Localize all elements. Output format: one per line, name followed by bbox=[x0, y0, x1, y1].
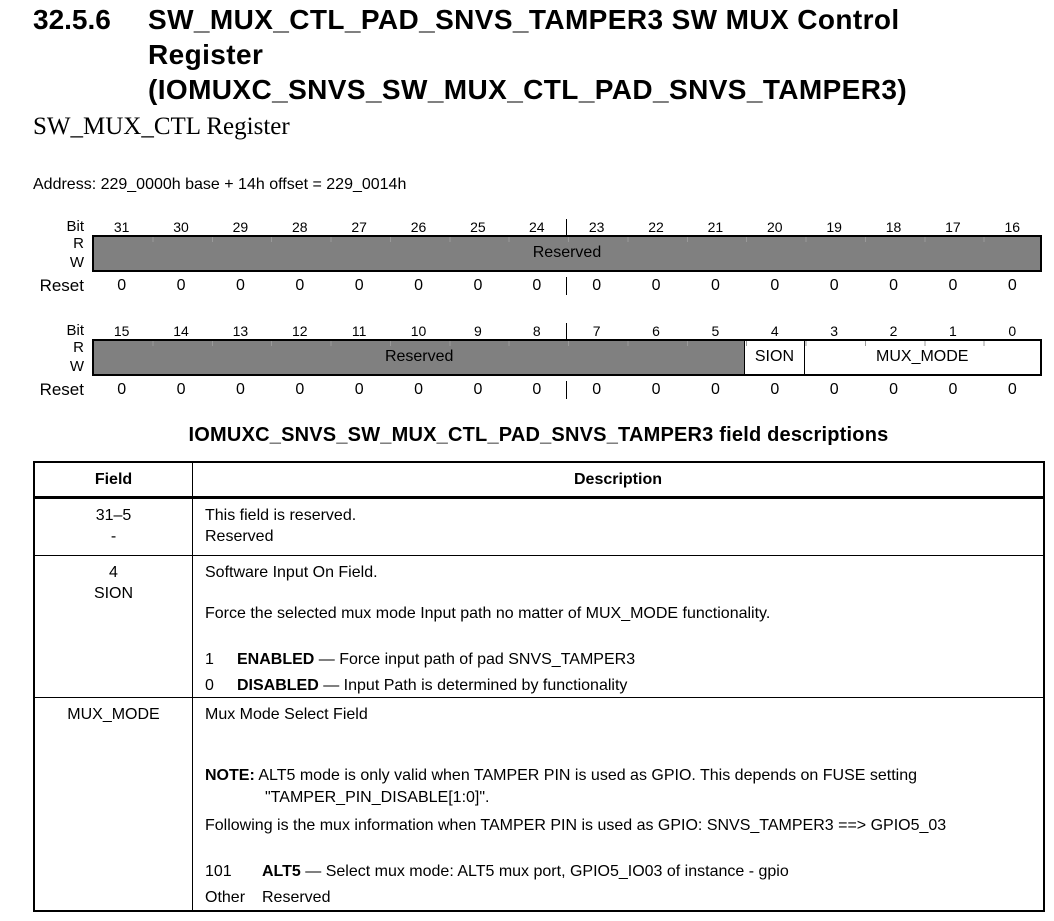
read-label: R bbox=[73, 235, 84, 253]
bit-number: 22 bbox=[648, 219, 664, 235]
read-write-label bbox=[33, 235, 92, 272]
field-line: 31–5 bbox=[95, 507, 132, 524]
reset-value: 0 bbox=[235, 381, 245, 398]
field-cell bbox=[35, 698, 193, 910]
bit-number: 30 bbox=[173, 219, 189, 235]
bit-number: 28 bbox=[292, 219, 308, 235]
bit-number: 9 bbox=[474, 323, 482, 339]
bit-number: 29 bbox=[232, 219, 249, 235]
bit-number: 19 bbox=[826, 219, 842, 235]
reset-row bbox=[33, 376, 1044, 404]
bit-number: 27 bbox=[351, 219, 367, 235]
reset-value: 0 bbox=[176, 277, 186, 294]
bit-number: 18 bbox=[885, 219, 902, 235]
reset-value: 0 bbox=[889, 381, 899, 398]
reset-value: 0 bbox=[414, 381, 424, 398]
description-line: Mux Mode Select Field bbox=[205, 706, 368, 723]
field-line: - bbox=[110, 528, 117, 545]
reset-value: 0 bbox=[651, 381, 661, 398]
bit-number: 13 bbox=[232, 323, 249, 339]
register-box-row bbox=[33, 235, 1044, 272]
field-table-header-row bbox=[35, 463, 1043, 499]
bit-number: 14 bbox=[173, 323, 189, 339]
section-title bbox=[148, 2, 907, 107]
reset-value: 0 bbox=[889, 277, 899, 294]
bit-number: 2 bbox=[889, 323, 898, 339]
value-line bbox=[205, 675, 1039, 696]
value-line bbox=[205, 861, 1039, 882]
reset-row bbox=[33, 272, 1044, 300]
register-field-cell: Reserved bbox=[94, 341, 744, 374]
description-line: Software Input On Field. bbox=[205, 564, 378, 581]
bit-number-row bbox=[33, 318, 1044, 339]
bit-label: Bit bbox=[66, 218, 84, 235]
reset-value: 0 bbox=[295, 277, 305, 294]
bit-number: 3 bbox=[830, 323, 839, 339]
bit-number: 23 bbox=[588, 219, 605, 235]
field-line: 4 bbox=[109, 564, 118, 581]
reset-value: 0 bbox=[176, 381, 186, 398]
reset-value: 0 bbox=[948, 277, 958, 294]
field-table-title: IOMUXC_SNVS_SW_MUX_CTL_PAD_SNVS_TAMPER3 field descriptions bbox=[188, 424, 889, 446]
section-heading bbox=[33, 2, 907, 107]
section-number: 32.5.6 bbox=[33, 4, 111, 35]
spacer bbox=[205, 836, 1039, 856]
value-name: ENABLED bbox=[237, 651, 315, 668]
description-cell bbox=[193, 556, 1043, 697]
note-label: NOTE: bbox=[205, 767, 255, 784]
register-diagram-2 bbox=[33, 318, 1044, 404]
reset-value: 0 bbox=[592, 381, 602, 398]
field-descriptions-table bbox=[33, 461, 1045, 912]
value-name: DISABLED bbox=[237, 677, 319, 694]
description-line: Force the selected mux mode Input path no matter of MUX_MODE functionality. bbox=[205, 605, 771, 622]
field-cell bbox=[35, 556, 193, 697]
value-name: ALT5 bbox=[262, 863, 301, 880]
bit-number: 7 bbox=[592, 323, 601, 339]
field-table-body bbox=[35, 499, 1043, 910]
register-boxes bbox=[92, 339, 1042, 376]
field-table-row bbox=[35, 499, 1043, 555]
reset-label: Reset bbox=[39, 380, 84, 399]
value-text: ALT5 — Select mux mode: ALT5 mux port, GPIO5_IO03 of instance - gpio bbox=[262, 863, 789, 880]
read-write-label bbox=[33, 339, 92, 376]
reset-value: 0 bbox=[473, 381, 483, 398]
description-column-header: Description bbox=[573, 470, 662, 488]
reset-value: 0 bbox=[354, 381, 364, 398]
reset-value: 0 bbox=[1007, 277, 1017, 294]
bit-number: 10 bbox=[410, 323, 427, 339]
value-text: ENABLED — Force input path of pad SNVS_TAMPER3 bbox=[237, 651, 636, 668]
spacer bbox=[205, 624, 1039, 644]
bit-number: 4 bbox=[770, 323, 779, 339]
value-code: 101 bbox=[205, 863, 232, 880]
reset-value: 0 bbox=[295, 381, 305, 398]
bit-number: 11 bbox=[351, 323, 367, 339]
register-field-cell: Reserved bbox=[94, 237, 1040, 270]
value-code: Other bbox=[205, 889, 246, 906]
value-text: DISABLED — Input Path is determined by functionality bbox=[237, 677, 628, 694]
reset-value: 0 bbox=[592, 277, 602, 294]
bit-number: 25 bbox=[470, 219, 486, 235]
bit-number: 8 bbox=[508, 323, 567, 339]
spacer bbox=[205, 725, 1039, 745]
bit-number: 24 bbox=[508, 219, 567, 235]
field-column-header: Field bbox=[35, 463, 193, 496]
description-line: This field is reserved. bbox=[205, 507, 357, 524]
reset-value: 0 bbox=[1007, 381, 1017, 398]
reset-value: 0 bbox=[770, 277, 780, 294]
register-diagram-1 bbox=[33, 214, 1044, 300]
reset-value: 0 bbox=[414, 277, 424, 294]
bit-number: 17 bbox=[945, 219, 961, 235]
reset-label: Reset bbox=[39, 276, 84, 295]
register-box-row bbox=[33, 339, 1044, 376]
field-line: SION bbox=[93, 585, 134, 602]
description-line: Reserved bbox=[205, 528, 274, 545]
reset-value: 0 bbox=[354, 277, 364, 294]
reset-value: 0 bbox=[235, 277, 245, 294]
register-subtitle: SW_MUX_CTL Register bbox=[33, 113, 290, 140]
spacer bbox=[205, 583, 1039, 603]
spacer bbox=[205, 745, 1039, 765]
note-paragraph: NOTE: ALT5 mode is only valid when TAMPER PIN is used as GPIO. This depends on FUSE setting "TAMPER_PIN_DISABLE[1:0]". bbox=[205, 767, 918, 806]
bit-number: 26 bbox=[410, 219, 427, 235]
description-line: Following is the mux information when TAMPER PIN is used as GPIO: SNVS_TAMPER3 ==> GPIO5_03 bbox=[205, 817, 947, 834]
reset-value: 0 bbox=[770, 381, 780, 398]
field-table-row bbox=[35, 697, 1043, 910]
value-code: 0 bbox=[205, 677, 214, 694]
reset-value: 0 bbox=[508, 381, 567, 399]
reset-value: 0 bbox=[829, 381, 839, 398]
reset-value: 0 bbox=[473, 277, 483, 294]
value-line bbox=[205, 649, 1039, 670]
reset-value: 0 bbox=[710, 277, 720, 294]
description-cell bbox=[193, 499, 1043, 555]
field-table-row bbox=[35, 555, 1043, 697]
reset-value: 0 bbox=[829, 277, 839, 294]
bit-number: 0 bbox=[1008, 323, 1017, 339]
value-text: Reserved bbox=[262, 889, 331, 906]
read-label: R bbox=[73, 339, 84, 357]
value-code: 1 bbox=[205, 651, 214, 668]
field-line: MUX_MODE bbox=[67, 706, 160, 723]
write-label: W bbox=[69, 253, 84, 271]
bit-number: 12 bbox=[292, 323, 308, 339]
reset-value: 0 bbox=[651, 277, 661, 294]
register-boxes bbox=[92, 235, 1042, 272]
bit-number-row bbox=[33, 214, 1044, 235]
reset-value: 0 bbox=[117, 381, 127, 398]
address-line: Address: 229_0000h base + 14h offset = 229_0014h bbox=[33, 176, 407, 193]
bit-number: 20 bbox=[767, 219, 783, 235]
register-field-cell: SION bbox=[744, 341, 803, 374]
reset-value: 0 bbox=[117, 277, 127, 294]
description-cell bbox=[193, 698, 1043, 910]
bit-number: 16 bbox=[1004, 219, 1021, 235]
section-title-line-2: Register bbox=[148, 39, 264, 70]
section-title-line-3: (IOMUXC_SNVS_SW_MUX_CTL_PAD_SNVS_TAMPER3) bbox=[148, 74, 908, 105]
bit-number: 21 bbox=[707, 219, 724, 235]
bit-number: 6 bbox=[652, 323, 660, 339]
write-label: W bbox=[69, 357, 84, 375]
bit-number: 5 bbox=[711, 323, 720, 339]
field-cell bbox=[35, 499, 193, 555]
bit-number: 31 bbox=[113, 219, 130, 235]
reset-value: 0 bbox=[508, 277, 567, 295]
bit-label: Bit bbox=[66, 322, 84, 339]
register-field-cell: MUX_MODE bbox=[804, 341, 1041, 374]
reset-value: 0 bbox=[710, 381, 720, 398]
bit-number: 15 bbox=[113, 323, 130, 339]
value-line bbox=[205, 887, 1039, 908]
section-title-line-1: SW_MUX_CTL_PAD_SNVS_TAMPER3 SW MUX Control bbox=[148, 4, 900, 35]
reset-value: 0 bbox=[948, 381, 958, 398]
bit-number: 1 bbox=[949, 323, 957, 339]
